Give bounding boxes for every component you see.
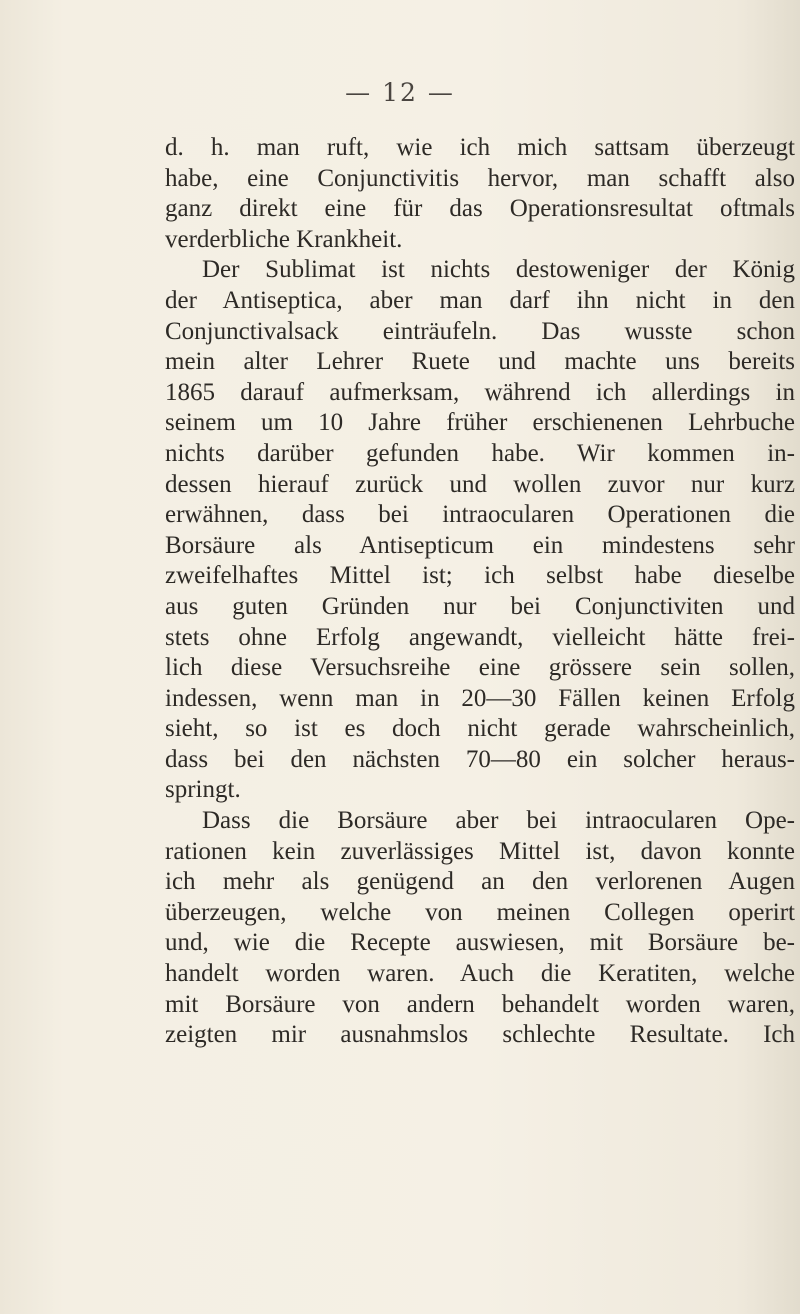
- text-line: mein alter Lehrer Ruete und machte uns bereits: [165, 348, 795, 376]
- page-number: — 12 —: [345, 78, 455, 107]
- text-line: d. h. man ruft, wie ich mich sattsam überzeugt: [165, 134, 795, 161]
- body-text: [165, 133, 795, 1051]
- text-line: indessen, wenn man in 20—30 Fällen keinen Erfolg: [165, 684, 795, 712]
- text-line: zeigten mir ausnahmslos schlechte Resultate. Ich: [165, 1021, 795, 1049]
- text-line: handelt worden waren. Auch die Keratiten, welche: [165, 960, 795, 988]
- text-line: erwähnen, dass bei intraocularen Operationen die: [165, 501, 795, 529]
- text-line: der Antiseptica, aber man darf ihn nicht in den: [165, 286, 795, 314]
- text-line: dass bei den nächsten 70—80 ein solcher heraus-: [165, 745, 795, 773]
- paragraph-start-line: Der Sublimat ist nichts destoweniger der König: [202, 256, 795, 284]
- text-line: aus guten Gründen nur bei Conjunctiviten und: [165, 592, 795, 620]
- text-line: stets ohne Erfolg angewandt, vielleicht hätte frei-: [165, 623, 795, 651]
- text-line: dessen hierauf zurück und wollen zuvor nur kurz: [165, 470, 795, 498]
- text-line: rationen kein zuverlässiges Mittel ist, davon konnte: [165, 837, 795, 865]
- text-line: ganz direkt eine für das Operationsresultat oftmals: [165, 195, 795, 223]
- text-line: mit Borsäure von andern behandelt worden waren,: [165, 990, 795, 1018]
- text-line: Conjunctivalsack einträufeln. Das wusste schon: [165, 317, 795, 345]
- text-line: verderbliche Krankheit.: [165, 225, 403, 253]
- text-line: sieht, so ist es doch nicht gerade wahrscheinlich,: [165, 715, 795, 743]
- text-line: und, wie die Recepte auswiesen, mit Borsäure be-: [165, 929, 795, 957]
- paragraph-start-line: Dass die Borsäure aber bei intraocularen Ope-: [202, 807, 795, 835]
- text-line: Borsäure als Antisepticum ein mindestens sehr: [165, 531, 795, 559]
- text-line: habe, eine Conjunctivitis hervor, man schafft also: [165, 164, 795, 192]
- text-line: nichts darüber gefunden habe. Wir kommen in-: [165, 439, 795, 467]
- text-line: 1865 darauf aufmerksam, während ich allerdings in: [165, 378, 795, 406]
- text-line: überzeugen, welche von meinen Collegen operirt: [165, 898, 795, 926]
- text-line: zweifelhaftes Mittel ist; ich selbst habe dieselbe: [165, 562, 795, 590]
- text-line: springt.: [165, 776, 241, 804]
- text-line: seinem um 10 Jahre früher erschienenen Lehrbuche: [165, 409, 795, 437]
- text-line: ich mehr als genügend an den verlorenen Augen: [165, 868, 795, 896]
- text-line: lich diese Versuchsreihe eine grössere sein sollen,: [165, 654, 795, 682]
